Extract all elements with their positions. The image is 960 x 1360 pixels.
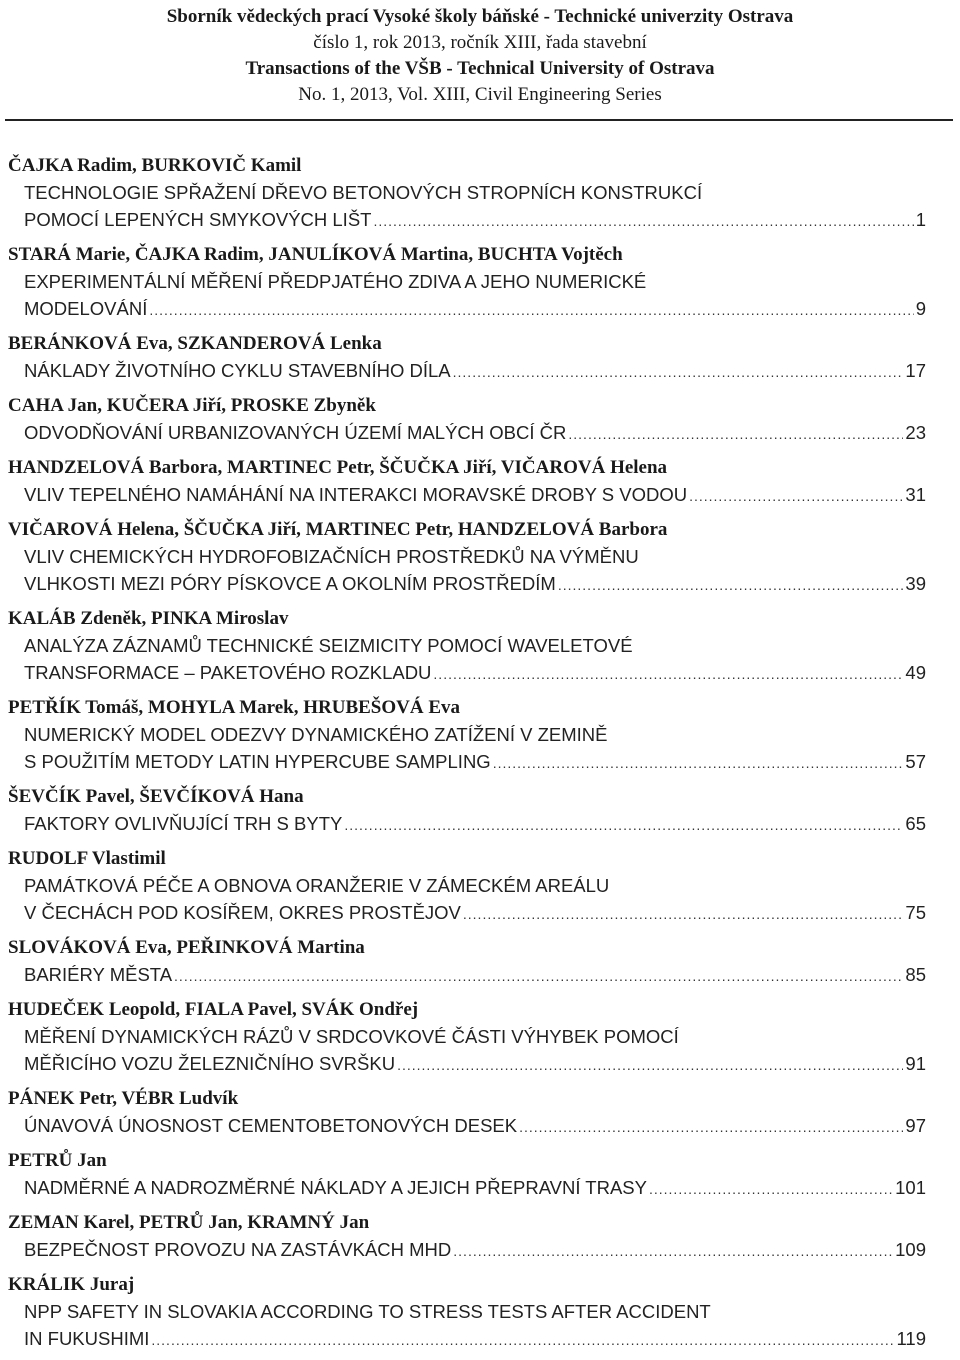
entry-title-last-line — [24, 748, 926, 777]
entry-title-last-line — [24, 1325, 926, 1354]
entry-title-line: MĚŘENÍ DYNAMICKÝCH RÁZŮ V SRDCOVKOVÉ ČÁSTI VÝHYBEK POMOCÍ — [24, 1026, 679, 1047]
entry-title-text: MODELOVÁNÍ — [24, 298, 148, 319]
page-number: 17 — [905, 360, 926, 381]
entry-authors: KALÁB Zdeněk, PINKA Miroslav — [8, 608, 289, 629]
entry-authors: PETŘÍK Tomáš, MOHYLA Marek, HRUBEŠOVÁ Eva — [8, 697, 461, 718]
entry-authors: ČAJKA Radim, BURKOVIČ Kamil — [8, 155, 302, 176]
toc-entry — [8, 1147, 926, 1203]
entry-title — [8, 872, 926, 928]
page-number: 109 — [895, 1239, 926, 1260]
header-divider — [5, 119, 953, 121]
page-number: 97 — [905, 1115, 926, 1136]
page-number: 39 — [905, 573, 926, 594]
entry-title — [8, 481, 926, 510]
dot-leader — [558, 572, 904, 599]
entry-authors: VIČAROVÁ Helena, ŠČUČKA Jiří, MARTINEC Petr, HANDZELOVÁ Barbora — [8, 519, 668, 540]
page-number: 75 — [905, 902, 926, 923]
entry-title-line: EXPERIMENTÁLNÍ MĚŘENÍ PŘEDPJATÉHO ZDIVA A JEHO NUMERICKÉ — [24, 271, 647, 292]
entry-title-text: BARIÉRY MĚSTA — [24, 964, 173, 985]
entry-title-text: ODVODŇOVÁNÍ URBANIZOVANÝCH ÚZEMÍ MALÝCH OBCÍ ČR — [24, 422, 567, 443]
entry-authors: ŠEVČÍK Pavel, ŠEVČÍKOVÁ Hana — [8, 786, 304, 807]
dot-leader — [463, 901, 904, 928]
entry-title — [8, 543, 926, 599]
toc-entry — [8, 454, 926, 510]
entry-title-text: NÁKLADY ŽIVOTNÍHO CYKLU STAVEBNÍHO DÍLA — [24, 360, 451, 381]
entry-title-line: NUMERICKÝ MODEL ODEZVY DYNAMICKÉHO ZATÍŽENÍ V ZEMINĚ — [24, 724, 608, 745]
entry-title-last-line — [24, 1050, 926, 1079]
header-line-english-issue: No. 1, 2013, Vol. XIII, Civil Engineering Series — [298, 84, 662, 105]
entry-title-text: POMOCÍ LEPENÝCH SMYKOVÝCH LIŠT — [24, 209, 372, 230]
entry-title — [8, 1298, 926, 1354]
toc-entry — [8, 996, 926, 1079]
entry-title — [8, 632, 926, 688]
entry-title — [8, 419, 926, 448]
entry-title-text: MĚŘICÍHO VOZU ŽELEZNIČNÍHO SVRŠKU — [24, 1053, 396, 1074]
entry-authors: RUDOLF Vlastimil — [8, 848, 166, 869]
entry-title-text: BEZPEČNOST PROVOZU NA ZASTÁVKÁCH MHD — [24, 1239, 452, 1260]
entry-title-line: NPP SAFETY IN SLOVAKIA ACCORDING TO STRESS TESTS AFTER ACCIDENT — [24, 1301, 711, 1322]
entry-title-last-line — [24, 961, 926, 990]
entry-title-last-line — [24, 1112, 926, 1141]
toc-entry — [8, 934, 926, 990]
entry-title-last-line — [24, 1236, 926, 1265]
dot-leader — [151, 1327, 894, 1354]
entry-title-last-line — [24, 419, 926, 448]
toc-entry — [8, 694, 926, 777]
entry-authors: BERÁNKOVÁ Eva, SZKANDEROVÁ Lenka — [8, 333, 382, 354]
table-of-contents — [8, 152, 926, 1360]
page-number: 31 — [905, 484, 926, 505]
toc-entry — [8, 1209, 926, 1265]
entry-authors: CAHA Jan, KUČERA Jiří, PROSKE Zbyněk — [8, 395, 376, 416]
header-line-czech-issue: číslo 1, rok 2013, ročník XIII, řada stavební — [313, 32, 647, 53]
entry-title — [8, 1174, 926, 1203]
entry-title-last-line — [24, 1174, 926, 1203]
entry-title-line: ANALÝZA ZÁZNAMŮ TECHNICKÉ SEIZMICITY POMOCÍ WAVELETOVÉ — [24, 635, 633, 656]
entry-title-text: FAKTORY OVLIVŇUJÍCÍ TRH S BYTY — [24, 813, 343, 834]
entry-title — [8, 1112, 926, 1141]
header-line-english-title: Transactions of the VŠB - Technical University of Ostrava — [245, 58, 715, 79]
entry-authors: PÁNEK Petr, VÉBR Ludvík — [8, 1088, 239, 1109]
page-header — [0, 4, 960, 108]
entry-title-text: VLHKOSTI MEZI PÓRY PÍSKOVCE A OKOLNÍM PROSTŘEDÍM — [24, 573, 556, 594]
entry-title-last-line — [24, 570, 926, 599]
entry-title-last-line — [24, 481, 926, 510]
entry-title-last-line — [24, 899, 926, 928]
dot-leader — [344, 812, 903, 839]
dot-leader — [174, 963, 903, 990]
entry-title-text: NADMĚRNÉ A NADROZMĚRNÉ NÁKLADY A JEJICH PŘEPRAVNÍ TRASY — [24, 1177, 647, 1198]
page-number: 65 — [905, 813, 926, 834]
toc-entry — [8, 1085, 926, 1141]
dot-leader — [397, 1052, 903, 1079]
entry-title — [8, 721, 926, 777]
entry-title — [8, 268, 926, 324]
dot-leader — [519, 1114, 903, 1141]
dot-leader — [373, 208, 913, 235]
dot-leader — [149, 297, 913, 324]
dot-leader — [493, 750, 904, 777]
page-number: 57 — [905, 751, 926, 772]
entry-title-text: IN FUKUSHIMI — [24, 1328, 150, 1349]
entry-title-text: S POUŽITÍM METODY LATIN HYPERCUBE SAMPLING — [24, 751, 491, 772]
entry-authors: STARÁ Marie, ČAJKA Radim, JANULÍKOVÁ Martina, BUCHTA Vojtěch — [8, 244, 623, 265]
entry-title-last-line — [24, 659, 926, 688]
entry-title — [8, 961, 926, 990]
toc-entry — [8, 152, 926, 235]
entry-title — [8, 357, 926, 386]
entry-authors: HANDZELOVÁ Barbora, MARTINEC Petr, ŠČUČKA Jiří, VIČAROVÁ Helena — [8, 457, 668, 478]
page-number: 1 — [915, 209, 926, 230]
header-line-czech-title: Sborník vědeckých prací Vysoké školy báňské - Technické univerzity Ostrava — [166, 6, 794, 27]
entry-authors: SLOVÁKOVÁ Eva, PEŘINKOVÁ Martina — [8, 937, 365, 958]
page-number: 91 — [905, 1053, 926, 1074]
entry-title-text: ÚNAVOVÁ ÚNOSNOST CEMENTOBETONOVÝCH DESEK — [24, 1115, 518, 1136]
entry-title-last-line — [24, 206, 926, 235]
entry-title — [8, 810, 926, 839]
entry-title-text: V ČECHÁCH POD KOSÍŘEM, OKRES PROSTĚJOV — [24, 902, 461, 923]
dot-leader — [453, 1238, 893, 1265]
page-number: 49 — [905, 662, 926, 683]
entry-title-text: VLIV TEPELNÉHO NAMÁHÁNÍ NA INTERAKCI MORAVSKÉ DROBY S VODOU — [24, 484, 688, 505]
entry-authors: HUDEČEK Leopold, FIALA Pavel, SVÁK Ondřej — [8, 999, 419, 1020]
dot-leader — [568, 421, 903, 448]
dot-leader — [453, 359, 904, 386]
page-number: 101 — [895, 1177, 926, 1198]
entry-title-text: TRANSFORMACE – PAKETOVÉHO ROZKLADU — [24, 662, 432, 683]
entry-authors: ZEMAN Karel, PETRŮ Jan, KRAMNÝ Jan — [8, 1212, 370, 1233]
entry-title — [8, 1236, 926, 1265]
entry-authors: KRÁLIK Juraj — [8, 1274, 135, 1295]
entry-title-line: VLIV CHEMICKÝCH HYDROFOBIZAČNÍCH PROSTŘEDKŮ NA VÝMĚNU — [24, 546, 639, 567]
dot-leader — [689, 483, 903, 510]
dot-leader — [649, 1176, 893, 1203]
toc-entry — [8, 1271, 926, 1354]
page-number: 23 — [905, 422, 926, 443]
toc-entry — [8, 392, 926, 448]
entry-title-line: TECHNOLOGIE SPŘAŽENÍ DŘEVO BETONOVÝCH STROPNÍCH KONSTRUKCÍ — [24, 182, 703, 203]
entry-authors: PETRŮ Jan — [8, 1150, 107, 1171]
entry-title — [8, 1023, 926, 1079]
toc-entry — [8, 783, 926, 839]
page-number: 9 — [915, 298, 926, 319]
toc-entry — [8, 241, 926, 324]
entry-title-line: PAMÁTKOVÁ PÉČE A OBNOVA ORANŽERIE V ZÁMECKÉM AREÁLU — [24, 875, 610, 896]
entry-title — [8, 179, 926, 235]
toc-entry — [8, 516, 926, 599]
page-number: 119 — [896, 1328, 926, 1349]
toc-entry — [8, 605, 926, 688]
entry-title-last-line — [24, 295, 926, 324]
page-number: 85 — [905, 964, 926, 985]
toc-entry — [8, 330, 926, 386]
entry-title-last-line — [24, 810, 926, 839]
toc-entry — [8, 845, 926, 928]
entry-title-last-line — [24, 357, 926, 386]
dot-leader — [433, 661, 903, 688]
